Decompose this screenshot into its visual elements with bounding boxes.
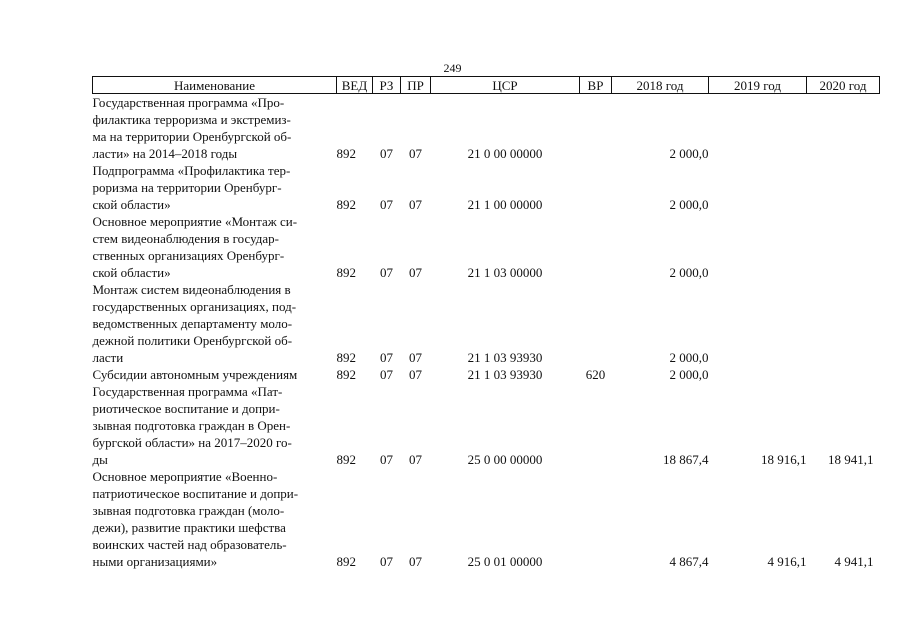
row-name-line: воинских частей над образователь- — [92, 537, 287, 552]
row-name-line: роризма на территории Оренбург- — [92, 180, 282, 195]
table-row — [93, 213, 880, 281]
row-name-line: Монтаж систем видеонаблюдения в — [92, 282, 291, 297]
row-2019 — [709, 94, 807, 163]
row-pr: 07 — [409, 265, 422, 280]
row-2020 — [807, 162, 880, 213]
row-rz: 07 — [380, 197, 393, 212]
row-vr — [580, 468, 612, 570]
header-2019: 2019 год — [709, 77, 807, 94]
row-pr: 07 — [409, 554, 422, 569]
row-vr — [580, 162, 612, 213]
row-name-line: филактика терроризма и экстремиз- — [92, 112, 291, 127]
row-pr: 07 — [409, 367, 422, 382]
row-name-line: бургской области» на 2017–2020 го- — [92, 435, 292, 450]
row-name-line: ской области» — [92, 197, 171, 212]
row-rz: 07 — [380, 265, 393, 280]
row-name-line: ными организациями» — [92, 554, 218, 569]
row-name-line: Государственная программа «Пат- — [92, 384, 283, 399]
row-name-line: зывная подготовка граждан в Орен- — [92, 418, 291, 433]
row-2018: 2 000,0 — [669, 146, 709, 161]
row-pr: 07 — [409, 197, 422, 212]
row-csr: 21 1 03 93930 — [467, 350, 543, 365]
row-name-line: дежной политики Оренбургской об- — [92, 333, 293, 348]
row-name — [93, 162, 337, 213]
row-pr: 07 — [409, 452, 422, 467]
table-row — [93, 94, 880, 163]
row-rz: 07 — [380, 554, 393, 569]
table-row — [93, 468, 880, 570]
row-name-line: ведомственных департаменту моло- — [92, 316, 293, 331]
table-row — [93, 383, 880, 468]
row-name-line: ласти» на 2014–2018 годы — [92, 146, 238, 161]
row-vr: 620 — [585, 367, 606, 382]
row-2020 — [807, 366, 880, 383]
row-name-line: зывная подготовка граждан (моло- — [92, 503, 285, 518]
row-2019 — [709, 281, 807, 366]
table-row — [93, 281, 880, 366]
row-pr: 07 — [409, 350, 422, 365]
row-name-line: Подпрограмма «Профилактика тер- — [92, 163, 291, 178]
header-2018: 2018 год — [612, 77, 709, 94]
row-name-line: дежи), развитие практики шефства — [92, 520, 286, 535]
row-2020: 4 941,1 — [834, 554, 874, 569]
header-rz: РЗ — [373, 77, 401, 94]
row-2020: 18 941,1 — [828, 452, 874, 467]
row-name-line: Государственная программа «Про- — [92, 95, 285, 110]
row-ved: 892 — [336, 452, 356, 467]
row-name-line: ласти — [92, 350, 124, 365]
row-vr — [580, 213, 612, 281]
page-number: 249 — [443, 61, 462, 75]
row-ved: 892 — [336, 350, 356, 365]
row-rz: 07 — [380, 452, 393, 467]
header-pr: ПР — [401, 77, 431, 94]
budget-table — [92, 76, 880, 570]
header-name: Наименование — [93, 77, 337, 94]
row-ved: 892 — [336, 367, 356, 382]
row-name — [93, 383, 337, 468]
header-ved: ВЕД — [337, 77, 373, 94]
row-2020 — [807, 94, 880, 163]
row-name — [93, 281, 337, 366]
row-name-line: ды — [92, 452, 108, 467]
row-name — [93, 468, 337, 570]
row-rz: 07 — [380, 367, 393, 382]
table-row — [93, 366, 880, 383]
row-name-line: Субсидии автономным учреждениям — [92, 367, 298, 382]
row-2019 — [709, 162, 807, 213]
row-2019 — [709, 213, 807, 281]
row-csr: 21 1 03 00000 — [467, 265, 543, 280]
row-csr: 25 0 01 00000 — [467, 554, 543, 569]
row-2018: 2 000,0 — [669, 265, 709, 280]
row-2018: 4 867,4 — [669, 554, 709, 569]
row-2018: 18 867,4 — [663, 452, 709, 467]
row-ved: 892 — [336, 554, 356, 569]
row-name-line: ственных организациях Оренбург- — [92, 248, 285, 263]
row-name-line: стем видеонаблюдения в государ- — [92, 231, 279, 246]
row-ved: 892 — [336, 265, 356, 280]
row-csr: 21 1 00 00000 — [467, 197, 543, 212]
row-csr: 21 0 00 00000 — [467, 146, 543, 161]
row-vr — [580, 281, 612, 366]
row-csr: 21 1 03 93930 — [467, 367, 543, 382]
row-vr — [580, 383, 612, 468]
row-name-line: Основное мероприятие «Военно- — [92, 469, 278, 484]
row-2020 — [807, 213, 880, 281]
row-ved: 892 — [336, 146, 356, 161]
row-name-line: ма на территории Оренбургской об- — [92, 129, 292, 144]
row-pr: 07 — [409, 146, 422, 161]
table-body — [93, 94, 880, 571]
row-rz: 07 — [380, 146, 393, 161]
row-name-line: ской области» — [92, 265, 171, 280]
header-2020: 2020 год — [807, 77, 880, 94]
row-2019 — [709, 366, 807, 383]
header-vr: ВР — [580, 77, 612, 94]
row-name-line: риотическое воспитание и допри- — [92, 401, 280, 416]
row-rz: 07 — [380, 350, 393, 365]
row-csr: 25 0 00 00000 — [467, 452, 543, 467]
row-name-line: Основное мероприятие «Монтаж си- — [92, 214, 298, 229]
row-name — [93, 366, 337, 383]
row-2018: 2 000,0 — [669, 367, 709, 382]
row-name — [93, 94, 337, 163]
row-2019: 4 916,1 — [767, 554, 807, 569]
row-name-line: патриотическое воспитание и допри- — [92, 486, 299, 501]
row-2019: 18 916,1 — [761, 452, 807, 467]
table-header — [93, 77, 880, 94]
row-2020 — [807, 281, 880, 366]
table-row — [93, 162, 880, 213]
row-2018: 2 000,0 — [669, 350, 709, 365]
row-2018: 2 000,0 — [669, 197, 709, 212]
header-csr: ЦСР — [431, 77, 580, 94]
row-vr — [580, 94, 612, 163]
row-name — [93, 213, 337, 281]
row-ved: 892 — [336, 197, 356, 212]
row-name-line: государственных организациях, под- — [92, 299, 297, 314]
